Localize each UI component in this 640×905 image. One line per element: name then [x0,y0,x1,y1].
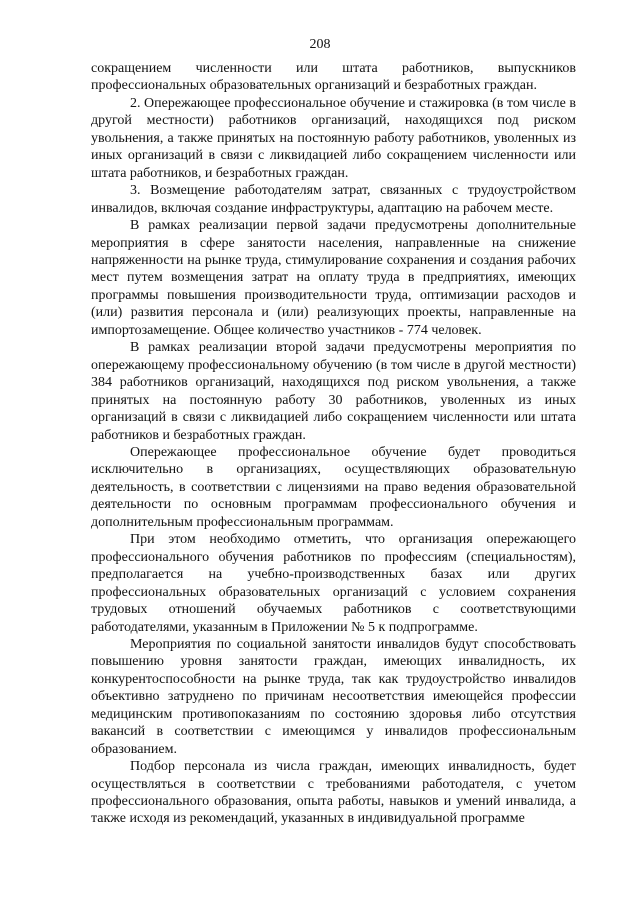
paragraph-disabled-employment: Мероприятия по социальной занятости инвалидов будут способствовать повышению уровня занятости граждан, имеющих инвалидность, их конкурентоспособности на рынке труда, так как трудоустройство инвалидов объективно затруднено по причинам несоответствия имеющейся профессии медицинским противопоказаниям по состоянию здоровья либо отсутствия вакансий в соответствии с имеющимся у инвалидов профессиональным образованием. [91,636,576,757]
paragraph-second-task: В рамках реализации второй задачи предусмотрены мероприятия по опережающему профессиональному обучению (в том числе в другой местности) 384 работников организаций, находящихся под риском увольнения, а также принятых на постоянную работу 30 работников, уволенных из иных организаций в связи с ликвидацией либо сокращением численности или штата работников и безработных граждан. [91,340,576,443]
paragraph-advance-training: Опережающее профессиональное обучение будет проводиться исключительно в организациях, осуществляющих образовательную деятельность, в соответствии с лицензиями на право ведения образовательной деятельности по основным программам профессионального обучения и дополнительным профессиональным программам. [91,444,576,530]
paragraph-personnel-selection: Подбор персонала из числа граждан, имеющих инвалидность, будет осуществляться в соответствии с требованиями работодателя, с учетом профессионального образования, опыта работы, навыков и умений инвалида, а также исходя из рекомендаций, указанных в индивидуальной программе [91,759,576,827]
paragraph-continuation: сокращением численности или штата работников, выпускников профессиональных образовательных организаций и безработных граждан. [91,61,576,94]
paragraph-training-organization: При этом необходимо отметить, что организация опережающего профессионального обучения работников по профессиям (специальностям), предполагается на учебно-производственных базах или других профессиональных образовательных организаций с условием сохранения трудовых отношений обучаемых работников с соответствующими работодателями, указанным в Приложении № 5 к подпрограмме. [91,532,576,635]
page-number: 208 [309,37,331,52]
paragraph-item-2: 2. Опережающее профессиональное обучение и стажировка (в том числе в другой местности) работников организаций, находящихся под риском увольнения, а также принятых на постоянную работу работников, уволенных из иных организаций в связи с ликвидацией либо сокращением численности или штата работников, и безработных граждан. [91,95,576,181]
document-body [91,60,576,828]
paragraph-item-3: 3. Возмещение работодателям затрат, связанных с трудоустройством инвалидов, включая создание инфраструктуры, адаптацию на рабочем месте. [91,183,576,216]
paragraph-first-task: В рамках реализации первой задачи предусмотрены дополнительные мероприятия в сфере занятости населения, направленные на снижение напряженности на рынке труда, стимулирование сохранения и создания рабочих мест путем возмещения затрат на оплату труда в предприятиях, имеющих программы повышения производительности труда, оптимизации расходов и (или) развития персонала и (или) реализующих проекты, направленные на импортозамещение. Общее количество участников - 774 человек. [91,218,576,338]
